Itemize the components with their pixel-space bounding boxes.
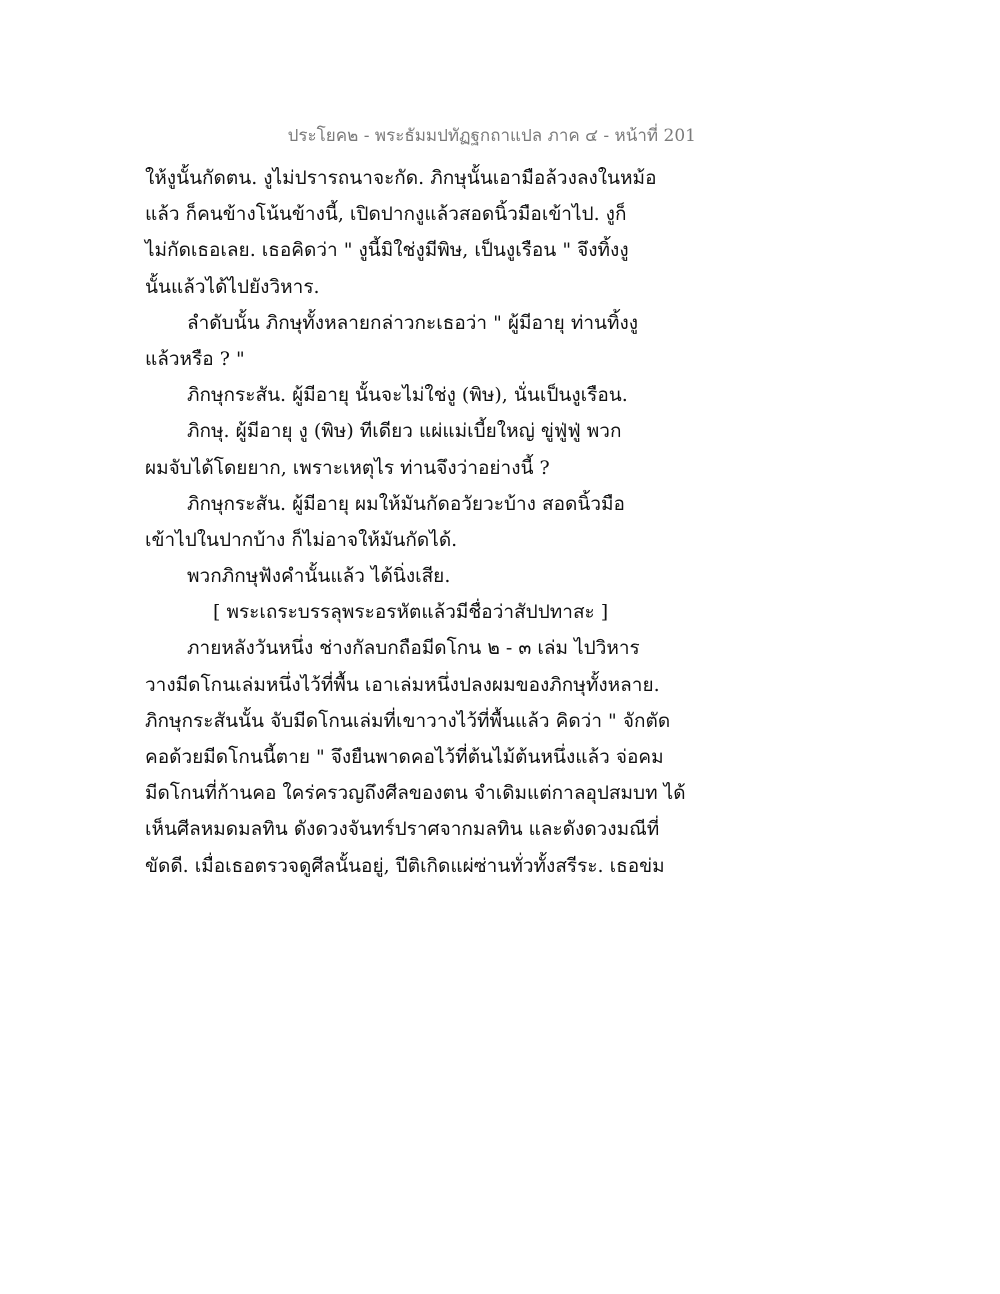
text-line: ลำดับนั้น ภิกษุทั้งหลายกล่าวกะเธอว่า " ผู้มีอายุ ท่านทิ้งงู (187, 311, 639, 334)
body-text (145, 160, 705, 884)
text-line: ภิกษุกระสันนั้น จับมีดโกนเล่มที่เขาวางไว้ที่พื้นแล้ว คิดว่า " จักตัด (145, 709, 671, 732)
text-line: ภิกษุ. ผู้มีอายุ งู (พิษ) ทีเดียว แผ่แม่เบี้ยใหญ่ ขู่ฟู่ฟู่ พวก (187, 420, 622, 443)
text-line: วางมีดโกนเล่มหนึ่งไว้ที่พื้น เอาเล่มหนึ่งปลงผมของภิกษุทั้งหลาย. (145, 673, 660, 696)
text-line: ภิกษุกระสัน. ผู้มีอายุ ผมให้มันกัดอวัยวะบ้าง สอดนิ้วมือ (187, 492, 625, 515)
text-line: ผมจับได้โดยยาก, เพราะเหตุไร ท่านจึงว่าอย่างนี้ ? (145, 456, 550, 479)
text-line: ให้งูนั้นกัดตน. งูไม่ปรารถนาจะกัด. ภิกษุนั้นเอามือล้วงลงในหม้อ (145, 167, 657, 189)
text-line: นั้นแล้วได้ไปยังวิหาร. (145, 275, 320, 298)
text-line: เข้าไปในปากบ้าง ก็ไม่อาจให้มันกัดได้. (145, 528, 458, 551)
text-line: แล้วหรือ ? " (145, 347, 245, 370)
section-heading: [ พระเถระบรรลุพระอรหัตแล้วมีชื่อว่าสัปปทาสะ ] (213, 601, 609, 624)
text-line: เห็นศีลหมดมลทิน ดังดวงจันทร์ปราศจากมลทิน และดังดวงมณีที่ (145, 818, 660, 841)
text-line: ไม่กัดเธอเลย. เธอคิดว่า " งูนี้มิใช่งูมีพิษ, เป็นงูเรือน " จึงทิ้งงู (145, 239, 629, 262)
page-header: ประโยค๒ - พระธัมมปทัฏฐกถาแปล ภาค ๔ - หน้าที่ 201 (287, 126, 696, 146)
text-line: แล้ว ก็คนข้างโน้นข้างนี้, เปิดปากงูแล้วสอดนิ้วมือเข้าไป. งูก็ (145, 203, 627, 226)
text-line: พวกภิกษุฟังคำนั้นแล้ว ได้นิ่งเสีย. (187, 565, 451, 588)
text-line: คอด้วยมีดโกนนี้ตาย " จึงยืนพาดคอไว้ที่ต้นไม้ต้นหนึ่งแล้ว จ่อคม (145, 746, 664, 768)
text-line: ภิกษุกระสัน. ผู้มีอายุ นั้นจะไม่ใช่งู (พิษ), นั่นเป็นงูเรือน. (187, 384, 628, 407)
text-line: ภายหลังวันหนึ่ง ช่างกัลบกถือมีดโกน ๒ - ๓ เล่ม ไปวิหาร (187, 637, 640, 660)
text-line: ขัดดี. เมื่อเธอตรวจดูศีลนั้นอยู่, ปีติเกิดแผ่ซ่านทั่วทั้งสรีระ. เธอข่ม (145, 854, 665, 877)
text-line: มีดโกนที่ก้านคอ ใคร่ครวญถึงศีลของตน จำเดิมแต่กาลอุปสมบท ได้ (145, 782, 686, 805)
